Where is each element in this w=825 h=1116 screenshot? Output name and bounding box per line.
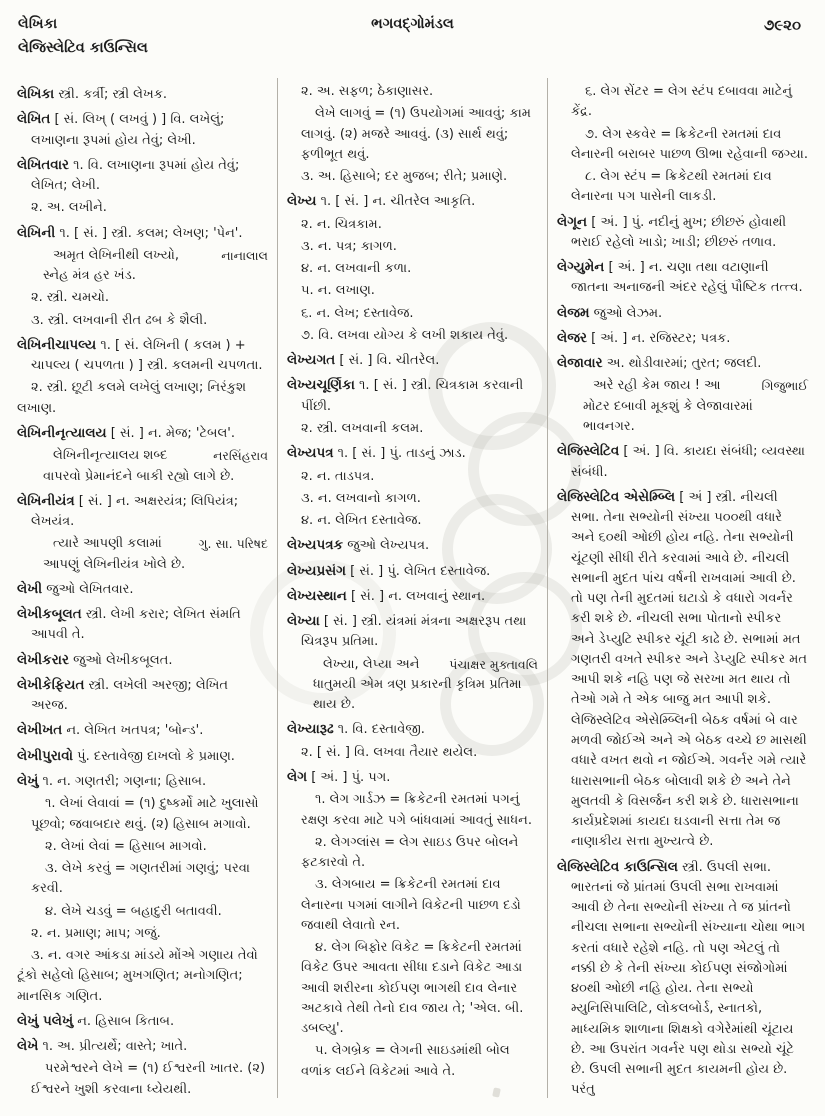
definition-text: ૫. ન. લખાણ. [301,283,375,299]
definition-text: [ અં. ] પું. નદીનું મુખ; છીછરું હોવાથી ભરાઈ રહેલો ખાડો; ખાડી; છીછરું તળાવ. [571,214,787,250]
definition-text: સ્ત્રી. લેખી કરાર; લેખિત સંમતિ આપવી તે. [31,607,241,643]
headword: લેખિનીયંત્ર [17,492,75,509]
definition-text: ૨. સ્ત્રી. છૂટી કલમે લખેલું લખાણ; નિરંકુશ લખાણ. [17,380,247,416]
sense-line [17,311,268,331]
definition-text: ૫. લેગબ્રેક = લેગની સાઇડમાંથી બોલ વળાંક લઈને વિકેટમાં આવે તે. [301,1043,510,1079]
running-head [0,0,825,78]
idiom-line [17,1059,268,1098]
definition-text: ૨. સ્ત્રી. ચમચો. [31,290,110,306]
definition-text: ૩. લેખે કરવું = ગણતરીમાં ગણવું; પરવા કરવી. [31,861,250,897]
guide-word-top: લેખિકા [18,16,58,32]
quotation [17,446,268,487]
dictionary-entry [17,423,268,444]
sense-line [287,326,538,346]
definition-text: લેખે લાગવું = (૧) ઉપયોગમાં આવવું; કામ લાગવું. (૨) મજરે આવવું. (૩) સાર્થ થવું; ફળીભૂત થવું. [301,106,531,162]
sense-line [17,946,268,1007]
headword: લેખું પલેખું [17,1012,74,1029]
definition-text: [ સં. ] ન. લખવાનું સ્થાન. [346,588,486,604]
definition-text: લેખ્યા, લેપ્યા અને ધાતુમયી એમ ત્રણ પ્રકારની કૃત્રિમ પ્રતિમા થાય છે. [313,656,522,713]
definition-text: ૩. લેગબાય = ક્રિકેટની રમતમાં દાવ લેનારના પગમાં લાગીને વિકેટની પાછળ દડો જવાથી લેવાતો રન. [301,877,521,933]
definition-text: ૬. ન. લેખ; દસ્તાવેજ. [301,305,414,321]
headword: લેખિત [17,111,51,128]
sense-line [287,467,538,487]
headword: લેખીકબૂલત [17,606,82,623]
idiom-line [287,875,538,936]
idiom-line [557,82,808,123]
definition-text: પું. દસ્તાવેજી દાખલો કે પ્રમાણ. [73,748,235,764]
idiom-line [17,902,268,922]
idiom-line [17,859,268,900]
headword: લેજિસ્લેટિવ [557,443,620,460]
headword: લેખીકરાર [17,651,69,668]
column-3 [547,78,817,1098]
definition-text: ૨. લેગગ્લાંસ = લેગ સાઇડ ઉપર બોલને ફટકારવો તે. [301,834,519,871]
sense-line [287,82,538,102]
definition-text: જુઓ લેઝમ. [589,305,663,321]
definition-text: ૨. અ. સફળ; ઠેકાણાસર. [301,84,434,99]
dictionary-entry [17,1036,268,1057]
dictionary-entry [287,443,538,464]
definition-text: ૪. લેખે ચડવું = બહાદુરી બતાવવી. [45,903,222,919]
definition-text: ૭. વિ. લખવા યોગ્ય કે લખી શકાય તેવું. [301,327,509,343]
dictionary-entry [17,155,268,197]
definition-text: [ સં. ] સ્ત્રી. યંત્રમાં મંત્રના અક્ષરરૂપ તથા ચિત્રરૂપ પ્રતિમા. [301,614,527,650]
sense-line [287,743,538,763]
dictionary-entry [17,1011,268,1032]
definition-text: ૧. લેખાં લેવાવાં = (૧) દુષ્કર્મો માટે ખુલાસો પૂછવો; જવાબદાર થવું. (૨) હિસાબ મગાવો. [31,796,259,832]
sense-line [287,167,538,187]
headword: લેજિસ્લેટિવ એસેમ્બ્લિ [557,488,676,505]
dictionary-entry [287,191,538,212]
sense-line [287,215,538,235]
definition-text: [ સં. લિખ્ ( લખવું ) ] વિ. લખેલું; લખાણના રૂપમાં હોય તેવું; લેખી. [31,112,225,148]
dictionary-entry [17,491,268,533]
definition-text: જુઓ લેખ્યપત્ર. [343,538,430,554]
sense-line [287,281,538,301]
definition-text: ૧. [ સં. ] સ્ત્રી. ચિત્રકામ કરવાની પીંછી. [301,378,524,414]
definition-text: ૧. [ સં. ] પું. તાડનું ઝાડ. [333,446,466,462]
idiom-line [557,167,808,208]
headword: લેખ્યગત [287,352,336,369]
definition-text: [ સં. ] ન. મેજ; 'ટેબલ'. [106,425,235,441]
definition-text: ૧. લેગ ગાર્ડઝ = ક્રિકેટની રમતમાં પગનું રક્ષણ કરવા માટે પગે બાંધવામાં આવતું સાધન. [301,792,532,828]
definition-text: ૪. ન. લખવાની કળા. [301,261,412,277]
headword: લેગૂન [557,213,588,230]
dictionary-entry [557,328,808,349]
headword: લેખ્યચૂર્ણિકા [287,377,355,394]
book-title: ભગવદ્ગોમંડલ [371,16,454,32]
headword: લેખ્ય [287,193,317,210]
headword: લેખ્યસ્થાન [287,587,347,604]
definition-text: ૨. અ. લખીને. [31,200,107,216]
headword: લેગ [287,768,308,785]
definition-text: ૨. ન. પ્રમાણ; માપ; ગજું. [31,925,161,941]
definition-text: પરમેશ્વરને લેખે = (૧) ઈશ્વરની ખાતર. (૨) ઈશ્વરને ખુશી કરવાના ધ્યેયથી. [31,1061,266,1097]
sense-line [287,259,538,279]
headword: લેજાવાર [557,355,603,372]
definition-text: ન. લેખિત ખતપત્ર; 'બોન્ડ'. [62,723,204,739]
quotation [17,534,268,575]
definition-text: ૧. [ સં. ] ન. ચીતરેલ આકૃતિ. [316,194,476,210]
dictionary-entry [287,350,538,371]
definition-text: ૩. ન. પત્ર; કાગળ. [301,238,397,254]
dictionary-entry [17,771,268,792]
definition-text: ૧. [ સં. ] સ્ત્રી. કલમ; લેખણ; 'પેન'. [55,225,243,241]
definition-text: ૨. સ્ત્રી. લખવાની કલમ. [301,420,424,436]
sense-line [287,419,538,439]
dictionary-entry [287,611,538,653]
headword: લેજિસ્લેટિવ કાઉન્સિલ [557,858,678,875]
headword: લેખીખત [17,722,63,739]
sense-line [17,378,268,419]
headword: લેગ્યુમેન [557,259,605,276]
definition-text: ૨. લેખાં લેવાં = હિસાબ માગવો. [45,838,207,854]
sense-line [17,924,268,944]
dictionary-entry [557,303,808,324]
dictionary-entry [557,857,808,1098]
quote-attribution: પંચાક્ષર મુક્તાવલિ [449,656,538,672]
dictionary-entry [287,719,538,740]
quotation [287,655,538,716]
sense-line [287,511,538,531]
idiom-line [17,794,268,835]
dictionary-entry [17,84,268,105]
headword: લેજર [557,329,587,346]
idiom-line [287,1041,538,1082]
definition-text: ૭. લેગ સ્કવેર = ક્રિકેટની રમતમાં દાવ લેનારની બરાબર પાછળ ઊભા રહેવાની જગ્યા. [571,126,808,162]
headword: લેખ્યપત્ર [287,445,334,462]
definition-text: [ અં. ] ન. રજિસ્ટર; પત્રક. [586,330,731,346]
quote-attribution: નાનાલાલ [221,247,268,263]
dictionary-entry [17,746,268,767]
dictionary-entry [557,212,808,254]
dictionary-entry [17,650,268,671]
definition-text: ૩. ન. લખવાનો કાગળ. [301,490,421,506]
headword: લેખે [17,1038,39,1055]
definition-text: અમૃત લેખિનીથી લખ્યો, સ્નેહ મંત્ર હર ખંડ. [43,247,180,284]
definition-text: ન. હિસાબ કિતાબ. [73,1013,175,1029]
definition-text: ૧. વિ. દસ્તાવેજી. [333,722,425,738]
definition-text: [ સં. ] પું. લેખિત દસ્તાવેજ. [346,563,491,579]
definition-text: [ સં. ] ન. અક્ષરયંત્ર; લિપિયંત્ર; લેખયંત્ર. [31,493,239,530]
dictionary-entry [287,561,538,582]
definition-text: [ અં. ] ન. ચણા તથા વટાણાની જાતના અનાજની અંદર રહેલું પૌષ્ટિક તત્ત્વ. [571,260,803,296]
sense-line [287,237,538,257]
quote-attribution: ગુ. સા. પરિષદ [198,536,268,552]
definition-text: ૧. અ. પ્રીત્યર્થે; વાસ્તે; ખાતે. [38,1039,188,1055]
dictionary-entry [17,720,268,741]
definition-text: ૧. વિ. લખાણના રૂપમાં હોય તેવું; લેખિત; લેખી. [31,157,240,194]
definition-text: ૬. લેગ સેંટર = લેગ સ્ટંપ દબાવવા માટેનું કેંદ્ર. [571,84,793,120]
dictionary-entry [17,109,268,151]
definition-text: ૨. ન. તાડપત્ર. [301,468,375,484]
definition-text: [ સં. ] વિ. ચીતરેલ. [335,353,440,369]
idiom-line [287,790,538,831]
headword: લેજમ [557,304,590,321]
dictionary-entry [17,335,268,377]
page-number: ૭૯૨૦ [763,16,801,34]
definition-text: ૩. અ. હિસાબે; દર મુજબ; રીતે; પ્રમાણે. [301,169,508,185]
dictionary-entry [17,223,268,244]
headword: લેખિનીનૃત્યાલય [17,424,107,441]
sense-line [17,288,268,308]
headword: લેખ્યપત્રક [287,537,344,554]
headword: લેખિની [17,224,56,241]
dictionary-entry [17,675,268,717]
dictionary-entry [287,767,538,788]
text-columns [0,78,825,1098]
quote-attribution: નરસિંહરાવ [213,448,268,464]
definition-text: [ અં. ] પું. પગ. [307,769,391,785]
definition-text: ૪. ન. લેખિત દસ્તાવેજ. [301,513,422,529]
definition-text: અ. થોડીવારમાં; તુરત; જલદી. [602,356,762,372]
definition-text: અરે રહી કેમ જાય ! આ મોટર દબાવી મૂકશું કે લેજાવારમાં ભાવનગર. [583,378,753,434]
definition-text: ૧. ન. ગણતરી; ગણના; હિસાબ. [38,773,207,789]
idiom-line [287,833,538,874]
definition-text: [ અં. ] વિ. કાયદા સંબંધી; વ્યવસ્થા સંબંધી. [571,444,805,480]
dictionary-entry [287,586,538,607]
definition-text: ૨. ન. ચિત્રકામ. [301,216,382,232]
definition-text: ત્યારે આપણી કલામાં આપણું લેખિનીયંત્ર ખોલે છે. [43,536,186,572]
headword: લેખી [17,580,43,597]
definition-text: ૮. લેગ સ્ટંપ = ક્રિકેટથી રમતમાં દાવ લેનારના પગ પાસેની લાકડી. [571,169,772,205]
guide-word-second: લેજિસ્લેટિવ કાઉન્સિલ [18,40,148,56]
quotation [557,376,808,437]
dictionary-entry [557,487,808,853]
headword: લેખિતવાર [17,156,70,173]
idiom-line [287,938,538,1039]
definition-text: સ્ત્રી. ઉપલી સભા. ભારતનાં જે પ્રાંતમાં ઉપલી સભા રાખવામાં આવી છે તેના સભ્યોની સંખ્યા તે જ પ્રાંતનો નીચલા સભાના સભ્યોની સંખ્યાના ચોથા ભાગ કરતાં વધારે રહેશે નહિ. તો પણ એટલું તો નક્કી છે કે તેની સંખ્યા કોઈપણ સંજોગોમાં ૪૦થી ઓછી નહિ હોય. તેના સભ્યો મ્યુનિસિપાલિટિ, લોકલબોર્ડ, સ્નાતકો, માધ્યમિક શાળાના શિક્ષકો વગેરેમાંથી ચૂંટાય છે. આ ઉપરાંત ગવર્નર પણ થોડા સભ્યો ચૂંટે છે. ઉપલી સભાની મુદત કાયમની હોય છે. પરંતુ [571,859,806,1098]
definition-text: ૧. [ સં. લેખિની ( કલમ ) + ચાપલ્ય ( ચપળતા ) ] સ્ત્રી. કલમની ચપળતા. [31,337,263,374]
column-2 [277,78,547,1098]
definition-text: ૩. સ્ત્રી. લખવાની રીત ઢબ કે શૈલી. [31,312,208,328]
idiom-line [557,125,808,166]
headword: લેખ્યપ્રસંગ [287,562,347,579]
headword: લેખું [17,772,39,789]
definition-text: જુઓ લેખીકબૂલત. [68,652,173,668]
definition-text: લેખિનીનૃત્યાલય શબ્દ વાપરવો પ્રેમાનંદને બાકી રહ્યો લાગે છે. [43,448,235,484]
headword: લેખ્યારૂઢ [287,721,334,738]
quotation [17,246,268,287]
definition-text: જુઓ લેખિતવાર. [42,581,134,597]
headword: લેખીકેફિયત [17,676,85,693]
sense-line [17,198,268,218]
idiom-line [17,837,268,857]
definition-text: ૪. લેગ બિફોર વિકેટ = ક્રિકેટની રમતમાં વિકેટ ઉપર આવતા સીધા દડાને વિકેટ આડા આવી શરીરના કોઈપણ ભાગથી દાવ લેનાર અટકાવે તેથી તેનો દાવ જાય તે; 'એલ. બી. ડબલ્યુ'. [301,940,524,1037]
definition-text: [ અં ] સ્ત્રી. નીચલી સભા. તેના સભ્યોની સંખ્યા ૫૦૦થી વધારે અને ૬૦થી ઓછી હોય નહિ. તેના સભ્યોની ચૂંટણી સીધી રીતે કરવામાં આવે છે. નીચલી સભાની મુદત પાંચ વર્ષની રાખવામાં આવી છે. તો પણ તેની મુદતમાં ઘટાડો કે વધારો ગવર્નર કરી શકે છે. નીચલી સભા પોતાનો સ્પીકર અને ડેપ્યુટિ સ્પીકર ચૂંટી કાઢે છે. સભામાં મત ગણતરી વખતે સ્પીકર અને ડેપ્યુટિ સ્પીકર મત આપી શકે નહિ પણ જે સરખા મત થાય તો તેઓ ગમે તે એક બાજુ મત આપી શકે. લેજિસ્લેટિવ એસેમ્બ્લિની બેઠક વર્ષમાં બે વાર મળવી જોઈએ અને એ બેઠક વચ્ચે છ માસથી વધારે વખત થવો ન જોઈએ. ગવર્નર ગમે ત્યારે ધારાસભાની બેઠક બોલાવી શકે છે અને તેને મુલતવી કે વિસર્જન કરી શકે છે. ધારાસભાના કાર્યપ્રદેશમાં કાયદા ઘડવાની સત્તા તેમ જ નાણાકીય સત્તા મુખ્યત્વે છે. [571,489,807,850]
sense-line [287,304,538,324]
dictionary-entry [287,535,538,556]
definition-text: ૨. [ સં. ] વિ. લખવા તૈયાર થયેલ. [301,744,478,760]
dictionary-entry [17,604,268,646]
headword: લેખિકા [17,86,55,102]
headword: લેખિનીચાપલ્ય [17,336,97,353]
sense-line [287,489,538,509]
definition-text: સ્ત્રી. કર્ત્રી; સ્ત્રી લેખક. [54,87,168,102]
dictionary-entry [287,375,538,417]
dictionary-entry [557,257,808,299]
column-1 [8,78,277,1098]
definition-text: સ્ત્રી. લખેલી અરજી; લેખિત અરજ. [31,677,228,714]
dictionary-entry [557,353,808,374]
headword: લેખ્યા [287,613,320,630]
definition-text: ૩. ન. વગર આંકડા માંડયે મોંએ ગણાય તેવો ટૂંકો સહેલો હિસાબ; મુખગણિત; મનોગણિત; માનસિક ગણિત. [17,948,258,1004]
headword: લેખીપુરાવો [17,747,73,764]
dictionary-entry [557,441,808,483]
dictionary-entry [17,579,268,600]
quote-attribution: ગિજુભાઈ [761,378,808,394]
idiom-line [287,104,538,165]
